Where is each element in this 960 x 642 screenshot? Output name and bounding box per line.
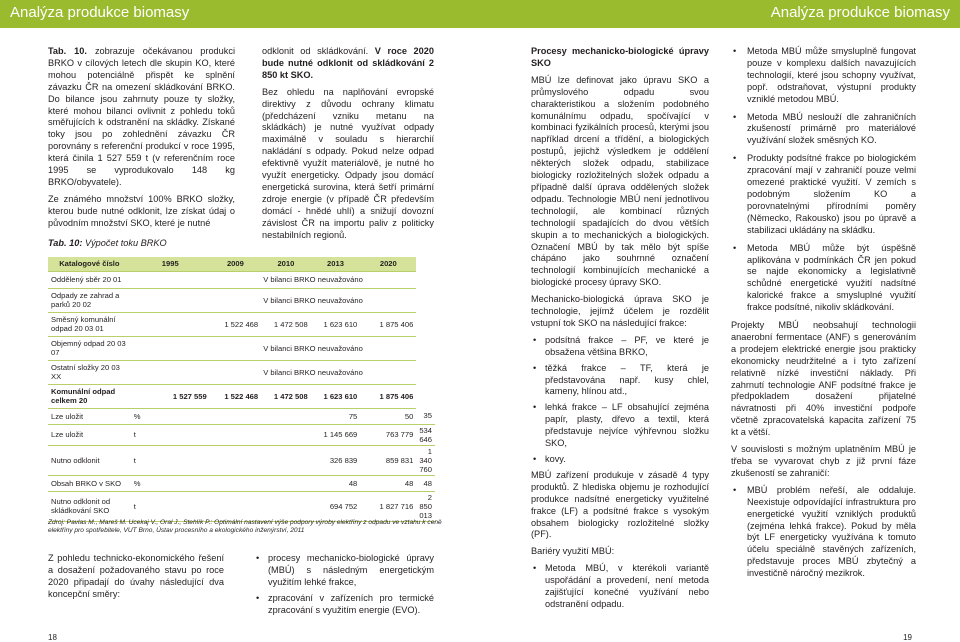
row-label: Směsný komunální odpad 20 03 01 (48, 312, 131, 336)
table-source: Zdroj: Pavlas M., Mareš M. Ucekaj V., Oral J., Stehlík P.: Optimální nastavení výše podpory výroby elektřiny z odpadu ve vztahu k ceně elektřiny pro spotřebitele, VUT Brno, Ústav procesního a ekologického inženýrství, 2011 (48, 519, 442, 535)
col-header: 1995 (131, 257, 210, 271)
merged-cell: V bilanci BRKO neuvažováno (210, 336, 417, 360)
row-label: Odpady ze zahrad a parků 20 02 (48, 288, 131, 312)
table-row (48, 491, 435, 521)
col-header: 2009 (210, 257, 261, 271)
cell: 1 145 669 (311, 424, 361, 445)
merged-cell: V bilanci BRKO neuvažováno (210, 360, 417, 384)
cell: 50 (360, 408, 416, 424)
cell: 48 (311, 475, 361, 491)
cell: 48 (360, 475, 416, 491)
list-item: • těžká frakce – TF, která je představována např. kusy chlel, kameny, hlínou atd., (531, 363, 709, 399)
list-item: • Metoda MBÚ neslouží dle zahraničních zkušeností primárně pro materiálové využívání složek směsných KO. (731, 112, 916, 148)
table-row (48, 384, 435, 408)
table-row (48, 475, 435, 491)
cell: 1 472 508 (261, 384, 311, 408)
page-number-left: 18 (48, 633, 57, 642)
col-header: 2013 (311, 257, 361, 271)
paragraph: MBÚ zařízení produkuje v zásadě 4 typy produktů. Z hlediska objemu je rozhodující produkce nadsítné energeticky využitelné frakce (LF) a podsítné frakce s vysokým obsahem biologicky rozložitelné složky (PF). (531, 469, 709, 540)
table-row (48, 360, 435, 384)
table-row (48, 312, 435, 336)
merged-cell: V bilanci BRKO neuvažováno (210, 271, 417, 288)
row-label: Lze uložit (48, 424, 131, 445)
cell: 1 340 760 (416, 445, 435, 475)
page-header (0, 0, 960, 28)
cell: 2 850 013 (416, 491, 435, 521)
cell: 1 472 508 (261, 312, 311, 336)
list-item: • kovy. (531, 454, 709, 466)
list-item: • lehká frakce – LF obsahující zejména papír, plasty, dřevo a textil, která představuje nejvíce výhřevnou složku SKO, (531, 402, 709, 450)
cell: 1 875 406 (360, 384, 416, 408)
list-item: • zpracování v zařízeních pro termické zpracování s využitím energie (EVO). (254, 593, 434, 617)
table-row (48, 288, 435, 312)
cell: 694 752 (311, 491, 361, 521)
cell: 1 522 468 (210, 384, 261, 408)
paragraph: Mechanicko-biologická úprava SKO je technologie, jejímž účelem je rozdělit vstupní tok SKO na následující frakce: (531, 294, 709, 328)
cell: 75 (311, 408, 361, 424)
cell: 1 522 468 (210, 312, 261, 336)
cell: 1 527 559 (131, 384, 210, 408)
bullet-list (254, 553, 434, 617)
paragraph-text: odklonit od skládkování. (262, 46, 369, 56)
col-header: Katalogové číslo (48, 257, 131, 271)
table-caption (48, 238, 167, 248)
cell: 859 831 (360, 445, 416, 475)
paragraph: V souvislosti s možným uplatněním MBÚ je třeba se vyvarovat chyb z již první fáze zkušeností se zahraničí: (731, 444, 916, 478)
unit-cell: % (131, 475, 210, 491)
paragraph (48, 46, 235, 189)
table-row (48, 408, 435, 424)
unit-cell: % (131, 408, 210, 424)
table-row (48, 271, 435, 288)
list-item: • MBÚ problém neřeší, ale oddaluje. Neexistuje odpovídající infrastruktura pro energetické využití vzniklých produktů (zejména lehká frakce). Pokud by měla být LF energeticky využívána k tomuto účelu speciálně stavěných zařízeních, představuje proces MBÚ zbytečný a investičně náročný mezikrok. (731, 485, 916, 580)
row-label: Nutno odklonit od skládkování SKO (48, 491, 131, 521)
cell: 326 839 (311, 445, 361, 475)
section-heading: Procesy mechanicko-biologické úpravy SKO (531, 46, 709, 68)
cell: 48 (416, 475, 435, 491)
cell: 35 (416, 408, 435, 424)
list-item: • Metoda MBÚ, v kterékoli variantě uspořádání a provedení, není metoda zajišťující konečné využívání nebo odstranění odpadu. (531, 563, 709, 611)
cell: 534 646 (416, 424, 435, 445)
paragraph-text: zobrazuje očekávanou produkci BRKO v cílových letech dle skupin KO, které mohou potenciálně přispět ke splnění závazku ČR na omezení skládkování BRKO. Do bilance jsou zahrnuty pouze ty složky, které mohou bilanci ovlivnit z pohledu toků směřujících k odstranění na skládky. Získané toky jsou po zohlednění závazku ČR porovnány s referenční produkcí v roce 1995, která činila 1 527 559 t (v referenčním roce 1995 se vyprodukovalo 148 kg BRKO/obyvatele). (48, 46, 235, 187)
cell: 1 623 610 (311, 384, 361, 408)
bullet-list (531, 563, 709, 611)
row-label: Oddělený sběr 20 01 (48, 271, 131, 288)
paragraph: Bez ohledu na naplňování evropské direktivy z důvodu ochrany klimatu (předcházení vzniku metanu na skládkách) je nutné využívat odpady maximálně v souladu s hierarchií nakládání s odpady. Pokud nelze odpad efektivně využít materiálově, je nutné ho využít energeticky. Odpady jsou domácí energetická surovina, která šetří primární zdroje energie (v případě ČR především domácí - hnědé uhlí) a snižují dovozní závislost ČR na importu paliv z politicky nestabilních regionů. (262, 86, 434, 240)
paragraph: Ze známého množství 100% BRKO složky, kterou bude nutné odklonit, lze získat údaj o původním množství SKO, které je nutné (48, 193, 235, 228)
row-label: Obsah BRKO v SKO (48, 475, 131, 491)
unit-cell: t (131, 445, 210, 475)
caption-text: Výpočet toku BRKO (84, 238, 167, 248)
table-row (48, 424, 435, 445)
header-title-left: Analýza produkce biomasy (10, 4, 190, 21)
table-ref: Tab. 10. (48, 46, 87, 56)
bullet-list (731, 46, 916, 314)
list-item: • Metoda MBÚ může smysluplně fungovat pouze v komplexu dalších navazujících technologií, které jsou schopny využívat, popř. odstraňovat, výstupní produkty vzniklé metodou MBÚ. (731, 46, 916, 106)
list-item: • Produkty podsítné frakce po biologickém zpracování mají v zahraničí pouze velmi omezené praktické využití. V zemích s podobným složením KO a porovnatelnými přírodními poměry (Německo, Rakousko) jsou po úpravě a stabilizaci ukládány na skládku. (731, 153, 916, 236)
cell: 1 623 610 (311, 312, 361, 336)
highlight-text: V roce 2020 bude nutné odklonit od skládkování 2 850 kt SKO. (262, 46, 434, 80)
header-title-right: Analýza produkce biomasy (770, 4, 950, 21)
row-label: Objemný odpad 20 03 07 (48, 336, 131, 360)
row-label: Nutno odklonit (48, 445, 131, 475)
list-item: • Metoda MBÚ může být úspěšně aplikována v podmínkách ČR jen pokud se najde ekonomicky a legislativně schůdné energetické využití nadsítné kalorické frakce a smysluplné využití frakce podsítné, nikoliv skládkování. (731, 243, 916, 314)
page-number-right: 19 (903, 633, 912, 642)
list-item: • podsítná frakce – PF, ve které je obsažena většina BRKO, (531, 335, 709, 359)
cell: 1 827 716 (360, 491, 416, 521)
col-header: 2020 (360, 257, 416, 271)
bullet-list (731, 485, 916, 580)
table-header-row (48, 257, 435, 271)
col-header: 2010 (261, 257, 311, 271)
row-label: Ostatní složky 20 03 XX (48, 360, 131, 384)
table-row (48, 336, 435, 360)
row-label: Komunální odpad celkem 20 (48, 384, 131, 408)
column-2 (262, 46, 434, 247)
cell: 763 779 (360, 424, 416, 445)
unit-cell: t (131, 491, 210, 521)
bullet-list (531, 335, 709, 466)
caption-label: Tab. 10: (48, 238, 83, 248)
merged-cell: V bilanci BRKO neuvažováno (210, 288, 417, 312)
column-2-bottom (254, 553, 434, 621)
table-row (48, 445, 435, 475)
brko-table (48, 257, 435, 522)
paragraph: Z pohledu technicko-ekonomického řešení a dosažení požadovaného stavu po roce 2020 připadají do úvahy následující dva koncepční směry: (48, 553, 224, 599)
paragraph: Projekty MBÚ neobsahují technologii anaerobní fermentace (ANF) s generováním a prodejem elektrické energie jsou prakticky ekonomicky neudržitelné a i tyto zařízení relativně nízké investiční náklady. Při zahrnutí technologie ANF podsítné frakce je předpokladem dosažení přijatelné návratnosti při 40% investiční podpoře včetně zpracovatelská kapacita zařízení 75 kt a větší. (731, 320, 916, 438)
cell: 1 875 406 (360, 312, 416, 336)
paragraph (262, 46, 434, 82)
row-label: Lze uložit (48, 408, 131, 424)
unit-cell: t (131, 424, 210, 445)
column-1-bottom (48, 553, 224, 606)
column-3 (531, 46, 709, 615)
column-4 (731, 46, 916, 586)
paragraph: Bariéry využití MBÚ: (531, 546, 615, 557)
list-item: • procesy mechanicko-biologické úpravy (MBÚ) s následným energetickým využitím lehké frakce, (254, 553, 434, 589)
column-1 (48, 46, 235, 235)
paragraph: MBÚ lze definovat jako úpravu SKO a průmyslového odpadu svou charakteristikou a složením podobného komunálnímu odpadu, spočívající v kombinaci fyzikálních procesů, kterými jsou například drcení a třídění, a biologických postupů, jejichž výsledkem je oddělení některých složek odpadu, stabilizace biologicky rozložitelných složek odpadu a případně další úprava oddělených složek odpadu. Technologie MBÚ není jednotlivou technologií, ale kombinací různých technologií spadajících do dvou větších skupin a to mechanických a biologických. Označení MBÚ by tak mělo být spíše chápáno jako souhrnné označení technologií kombinujících mechanické a biologické procesy úpravy SKO. (531, 74, 709, 288)
